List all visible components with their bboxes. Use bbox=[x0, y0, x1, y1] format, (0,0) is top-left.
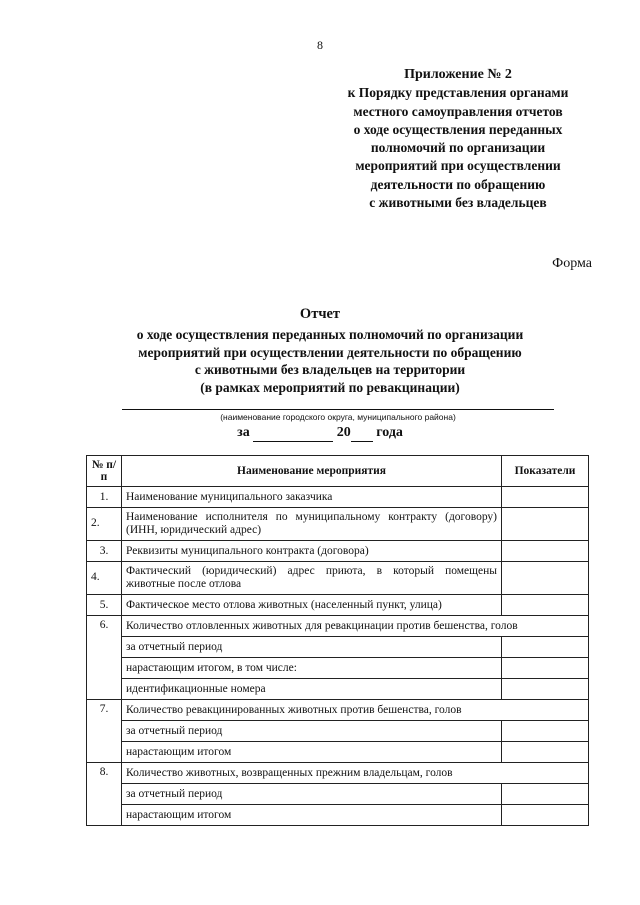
row-num: 6. bbox=[87, 616, 122, 700]
subrow-name: идентификационные номера bbox=[122, 679, 502, 700]
table-row bbox=[87, 700, 589, 721]
row-name: Наименование муниципального заказчика bbox=[122, 487, 502, 508]
table-row bbox=[87, 562, 589, 595]
page-number: 8 bbox=[317, 38, 323, 52]
row-value-cell[interactable] bbox=[502, 487, 589, 508]
table-row bbox=[87, 508, 589, 541]
report-subtitle-line: с животными без владельцев на территории bbox=[194, 362, 466, 377]
table-subrow bbox=[87, 637, 589, 658]
table-subrow bbox=[87, 805, 589, 826]
appendix-line: полномочий по организации bbox=[370, 140, 546, 156]
row-value-cell[interactable] bbox=[502, 658, 589, 679]
row-num: 7. bbox=[87, 700, 122, 763]
row-name: Количество ревакцинированных животных против бешенства, голов bbox=[122, 700, 589, 721]
subrow-name: нарастающим итогом bbox=[122, 805, 502, 826]
table-subrow bbox=[87, 679, 589, 700]
report-period bbox=[0, 425, 640, 442]
table-row bbox=[87, 541, 589, 562]
appendix-line: с животными без владельцев bbox=[369, 195, 547, 211]
table-row bbox=[87, 616, 589, 637]
table-row bbox=[87, 595, 589, 616]
row-value-cell[interactable] bbox=[502, 637, 589, 658]
row-value-cell[interactable] bbox=[502, 541, 589, 562]
subrow-name: за отчетный период bbox=[122, 721, 502, 742]
report-table bbox=[86, 455, 589, 826]
row-num: 3. bbox=[87, 541, 122, 562]
appendix-line: к Порядку представления органами bbox=[347, 85, 569, 101]
appendix-line: деятельности по обращению bbox=[370, 176, 546, 192]
year-blank bbox=[351, 425, 373, 442]
territory-caption: (наименование городского округа, муниципального района) bbox=[220, 412, 456, 422]
period-blank bbox=[253, 425, 333, 442]
row-name: Фактическое место отлова животных (населенный пункт, улица) bbox=[122, 595, 502, 616]
row-num: 4. bbox=[87, 562, 122, 595]
report-title: Отчет bbox=[299, 306, 341, 322]
subrow-name: за отчетный период bbox=[122, 637, 502, 658]
row-value-cell[interactable] bbox=[502, 508, 589, 541]
row-num: 1. bbox=[87, 487, 122, 508]
subrow-name: нарастающим итогом bbox=[122, 742, 502, 763]
header-num: № п/п bbox=[87, 456, 122, 487]
appendix-header bbox=[308, 66, 608, 212]
row-num: 8. bbox=[87, 763, 122, 826]
row-value-cell[interactable] bbox=[502, 721, 589, 742]
header-values: Показатели bbox=[502, 456, 589, 487]
table-subrow bbox=[87, 742, 589, 763]
period-prefix: за bbox=[237, 425, 250, 440]
territory-blank-line bbox=[122, 409, 554, 410]
row-num: 5. bbox=[87, 595, 122, 616]
table-subrow bbox=[87, 784, 589, 805]
period-suffix: года bbox=[376, 425, 403, 440]
row-value-cell[interactable] bbox=[502, 679, 589, 700]
report-subtitle-line: мероприятий при осуществлении деятельности по обращению bbox=[138, 344, 522, 360]
row-value-cell[interactable] bbox=[502, 562, 589, 595]
row-num: 2. bbox=[87, 508, 122, 541]
row-name: Наименование исполнителя по муниципальному контракту (договору) (ИНН, юридический адрес) bbox=[122, 508, 502, 541]
row-value-cell[interactable] bbox=[502, 805, 589, 826]
period-year: 20 bbox=[336, 425, 351, 440]
table-header-row bbox=[87, 456, 589, 487]
table-row bbox=[87, 763, 589, 784]
appendix-title: Приложение № 2 bbox=[404, 67, 512, 82]
row-name: Количество отловленных животных для ревакцинации против бешенства, голов bbox=[122, 616, 589, 637]
appendix-line: мероприятий при осуществлении bbox=[355, 158, 561, 174]
row-value-cell[interactable] bbox=[502, 595, 589, 616]
row-value-cell[interactable] bbox=[502, 784, 589, 805]
row-name: Количество животных, возвращенных прежним владельцам, голов bbox=[122, 763, 589, 784]
subrow-name: за отчетный период bbox=[122, 784, 502, 805]
report-subtitle-line: (в рамках мероприятий по ревакцинации) bbox=[200, 379, 460, 395]
appendix-line: местного самоуправления отчетов bbox=[353, 103, 563, 119]
report-subtitle bbox=[60, 326, 600, 396]
row-name: Реквизиты муниципального контракта (договора) bbox=[122, 541, 502, 562]
header-name: Наименование мероприятия bbox=[122, 456, 502, 487]
report-subtitle-line: о ходе осуществления переданных полномочий по организации bbox=[136, 327, 524, 342]
row-name: Фактический (юридический) адрес приюта, в который помещены животные после отлова bbox=[122, 562, 502, 595]
table-row bbox=[87, 487, 589, 508]
subrow-name: нарастающим итогом, в том числе: bbox=[122, 658, 502, 679]
appendix-line: о ходе осуществления переданных bbox=[353, 121, 563, 137]
table-subrow bbox=[87, 721, 589, 742]
row-value-cell[interactable] bbox=[502, 742, 589, 763]
table-subrow bbox=[87, 658, 589, 679]
form-label: Форма bbox=[552, 256, 592, 271]
